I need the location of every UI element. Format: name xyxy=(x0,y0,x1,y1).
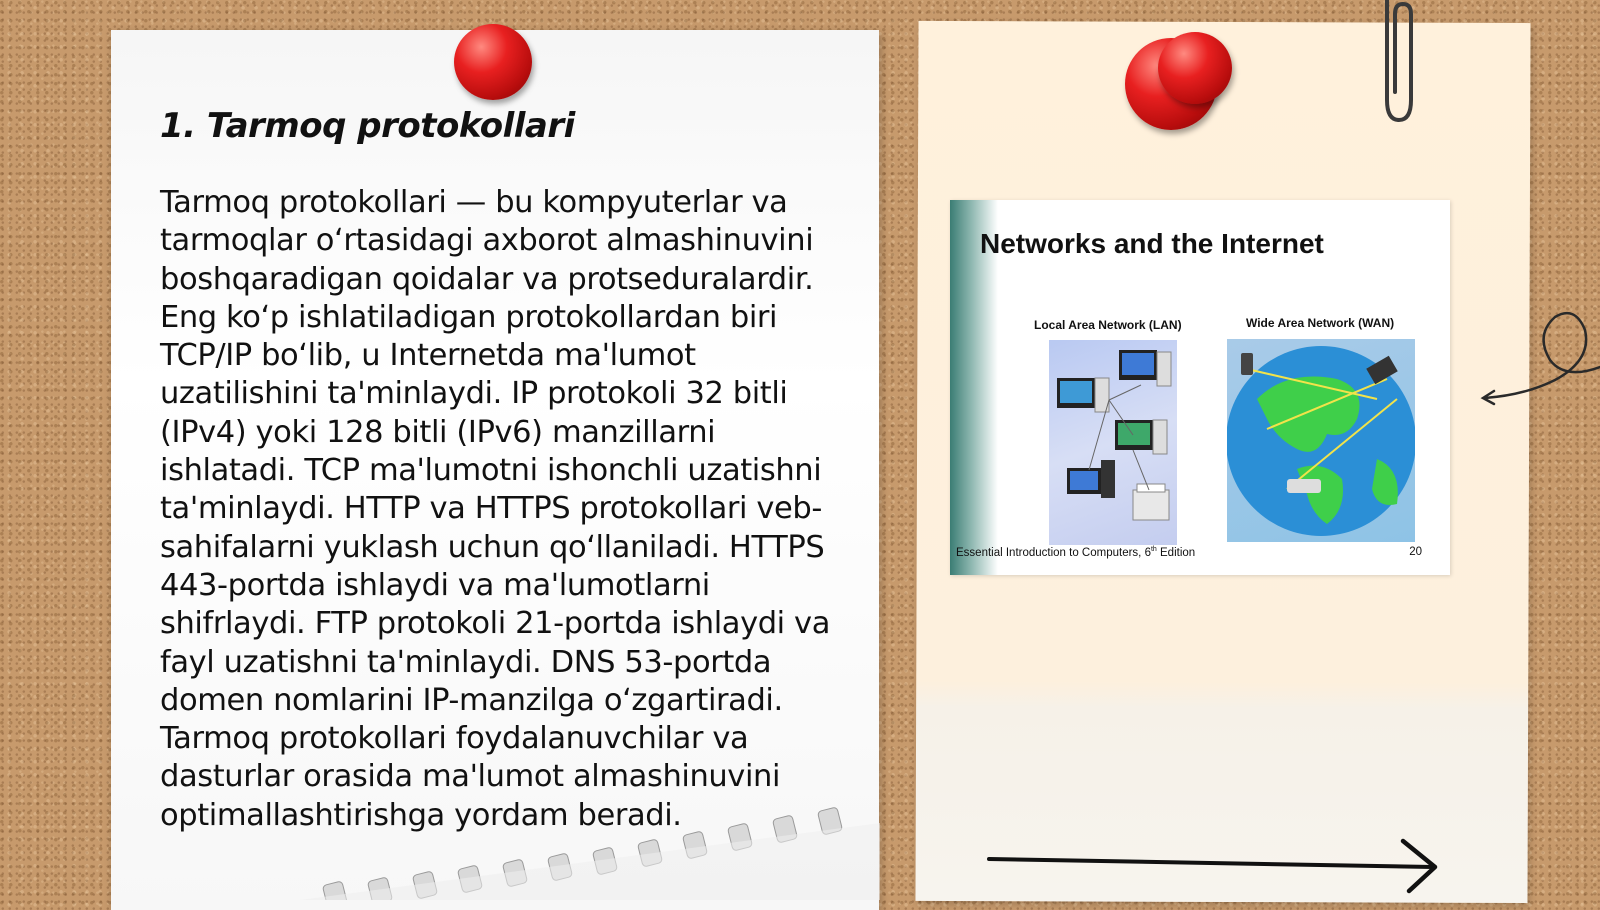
lan-illustration xyxy=(1049,340,1177,545)
wan-illustration xyxy=(1227,339,1415,542)
red-pushpin-icon xyxy=(1158,32,1232,104)
computer-icon xyxy=(1057,378,1109,412)
slide-footer-text: Essential Introduction to Computers, 6 xyxy=(956,546,1151,559)
computer-icon xyxy=(1119,350,1171,386)
paperclip-icon xyxy=(1373,0,1423,125)
slide-image xyxy=(950,200,1450,575)
curl-arrow-icon xyxy=(1480,305,1600,415)
slide-page-number: 20 xyxy=(1409,546,1422,558)
arrow-right-icon xyxy=(985,835,1445,895)
phone-icon xyxy=(1241,353,1253,375)
slide-footer xyxy=(956,546,1195,559)
slide-footer-suffix: Edition xyxy=(1156,546,1196,559)
body-paragraph: Tarmoq protokollari — bu kompyuterlar va tarmoqlar o‘rtasidagi axborot almashinuvini boshqaradigan qoidalar va protseduralardir. Eng ko‘p ishlatiladigan protokollardan biri TCP/IP bo‘lib, u Internetda ma'lumot uzatilishini ta'minlaydi. IP protokoli 32 bitli (IPv4) yoki 128 bitli (IPv6) manzillarni ishlatadi. TCP ma'lumotni ishonchli uzatishni ta'minlaydi. HTTP va HTTPS protokollari veb-sahifalarni yuklash uchun qo‘llaniladi. HTTPS 443-portda ishlaydi va ma'lumotlarni shifrlaydi. FTP protokoli 21-portda ishlaydi va fayl uzatishni ta'minlaydi. DNS 53-portda domen nomlarini IP-manzilga o‘zgartiradi. Tarmoq protokollari foydalanuvchilar va dasturlar orasida ma'lumot almashinuvini optimallashtirishga yordam beradi. xyxy=(160,185,830,833)
red-pushpin-icon xyxy=(454,24,532,100)
wan-caption: Wide Area Network (WAN) xyxy=(1246,316,1395,330)
car-icon xyxy=(1287,479,1321,493)
computer-icon xyxy=(1067,460,1115,498)
lan-caption: Local Area Network (LAN) xyxy=(1034,318,1182,332)
page-title: 1. Tarmoq protokollari xyxy=(160,106,575,146)
computer-icon xyxy=(1115,420,1167,454)
slide-footer-sup: th xyxy=(1150,546,1157,553)
slide-title: Networks and the Internet xyxy=(980,228,1324,259)
printer-icon xyxy=(1133,484,1169,520)
